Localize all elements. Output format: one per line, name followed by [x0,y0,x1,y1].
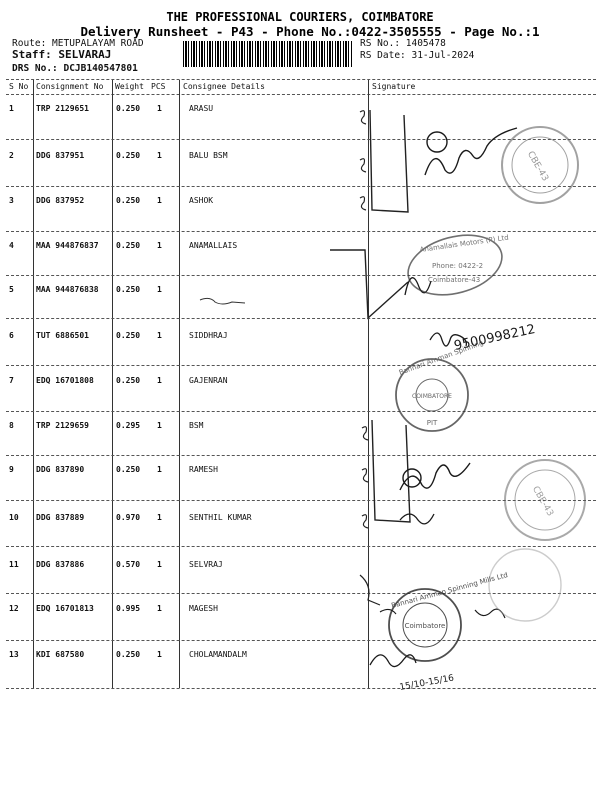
row-sno: 11 [9,560,19,569]
row-consignment: KDI 687580 [36,650,85,659]
column-header-pcs: PCS [151,82,166,91]
pen-stroke [362,469,368,482]
row-consignee: BSM [189,421,204,430]
row-consignment: EDQ 16701808 [36,376,94,385]
stamp-text: Bannari Amman Spinning Mills Ltd [390,571,509,610]
handwritten-phone: 9500998212 [452,322,537,354]
row-weight: 0.250 [116,241,141,250]
stamp-seal [489,549,561,621]
runsheet-title: Delivery Runsheet - P43 - Phone No.:0422-3505555 - Page No.:1 [80,24,540,39]
row-consignee: CHOLAMANDALM [189,650,247,659]
row-pcs: 1 [157,421,162,430]
row-consignment: DDG 837951 [36,151,85,160]
row-consignment: DDG 837886 [36,560,85,569]
stamp-seal [396,339,485,431]
row-consignee: ARASU [189,104,214,113]
column-header-signature: Signature [372,82,416,91]
row-consignee: ANAMALLAIS [189,241,238,250]
row-pcs: 1 [157,196,162,205]
pen-stroke [362,427,368,440]
row-pcs: 1 [157,376,162,385]
column-header-consignment: Consignment No [36,82,104,91]
pen-stroke [360,159,366,172]
stamp-seal [401,226,509,305]
row-pcs: 1 [157,513,162,522]
signature [380,609,396,614]
pen-stroke [360,197,366,210]
stamp-text: PIT [426,419,438,427]
row-sno: 3 [9,196,14,205]
row-consignment: EDQ 16701813 [36,604,94,613]
stamp-text: CBE-43 [529,484,555,519]
row-weight: 0.250 [116,151,141,160]
bracket-stroke [370,110,408,212]
row-consignee: SIDDHRAJ [189,331,228,340]
drs-number: DRS No.: DCJB140547801 [12,63,138,74]
stamp-text: Phone: 0422-2 [432,262,484,270]
row-pcs: 1 [157,465,162,474]
bracket-stroke [372,420,410,522]
column-header-consignee: Consignee Details [183,82,265,91]
row-sno: 4 [9,241,14,250]
row-weight: 0.570 [116,560,141,569]
row-weight: 0.250 [116,465,141,474]
row-pcs: 1 [157,331,162,340]
row-consignment: TRP 2129651 [36,104,89,113]
stamp-text: COIMBATORE [412,393,452,400]
stamp-text: Bannari Amman Spinning [397,338,485,377]
stamp-text: Coimbatore [404,622,446,630]
row-pcs: 1 [157,151,162,160]
stamp-seal [389,571,509,661]
signature [400,463,470,490]
row-consignment: MAA 944876838 [36,285,99,294]
stamp-text: Anamallais Motors (P) Ltd [419,233,510,254]
row-consignment: TRP 2129659 [36,421,89,430]
row-pcs: 1 [157,104,162,113]
row-consignee: MAGESH [189,604,218,613]
column-header-sno: S No [9,82,29,91]
row-pcs: 1 [157,285,162,294]
row-consignee: RAMESH [189,465,218,474]
rs-number: RS No.: 1405478 [360,38,446,49]
row-sno: 5 [9,285,14,294]
row-consignment: DDG 837952 [36,196,85,205]
row-sno: 6 [9,331,14,340]
row-sno: 13 [9,650,19,659]
row-consignment: DDG 837889 [36,513,85,522]
row-consignee: SENTHIL KUMAR [189,513,252,522]
stamp-text: Coimbatore-43 [428,276,481,284]
row-sno: 9 [9,465,14,474]
signature [427,132,447,152]
row-weight: 0.250 [116,196,141,205]
row-consignee: BALU BSM [189,151,228,160]
pen-stroke [360,575,380,605]
row-weight: 0.250 [116,331,141,340]
row-consignment: DDG 837890 [36,465,85,474]
stamp-seal [505,460,585,540]
row-consignee: SELVRAJ [189,560,223,569]
pen-stroke [362,515,368,528]
row-sno: 12 [9,604,19,613]
column-header-weight: Weight [115,82,144,91]
route-label: Route: METUPALAYAM ROAD [12,38,144,49]
row-pcs: 1 [157,560,162,569]
pen-stroke [200,298,245,304]
stamp-text: CBE-43 [524,149,550,184]
row-weight: 0.250 [116,650,141,659]
row-consignment: TUT 6886501 [36,331,89,340]
row-sno: 1 [9,104,14,113]
pen-stroke [360,111,366,124]
row-weight: 0.295 [116,421,141,430]
row-sno: 7 [9,376,14,385]
row-weight: 0.995 [116,604,141,613]
bracket-stroke [330,250,408,318]
company-title: THE PROFESSIONAL COURIERS, COIMBATORE [166,10,434,24]
rs-date: RS Date: 31-Jul-2024 [360,50,475,61]
signature [403,469,421,487]
row-pcs: 1 [157,241,162,250]
row-weight: 0.250 [116,376,141,385]
staff-label: Staff: SELVARAJ [12,48,112,61]
row-weight: 0.970 [116,513,141,522]
row-sno: 10 [9,513,19,522]
handwritten-date: 15/10-15/16 [398,673,455,693]
row-pcs: 1 [157,604,162,613]
row-weight: 0.250 [116,285,141,294]
row-weight: 0.250 [116,104,141,113]
stamp-seal [502,127,578,203]
row-sno: 8 [9,421,14,430]
row-pcs: 1 [157,650,162,659]
row-consignee: ASHOK [189,196,214,205]
row-consignment: MAA 944876837 [36,241,99,250]
row-sno: 2 [9,151,14,160]
row-consignee: GAJENRAN [189,376,228,385]
